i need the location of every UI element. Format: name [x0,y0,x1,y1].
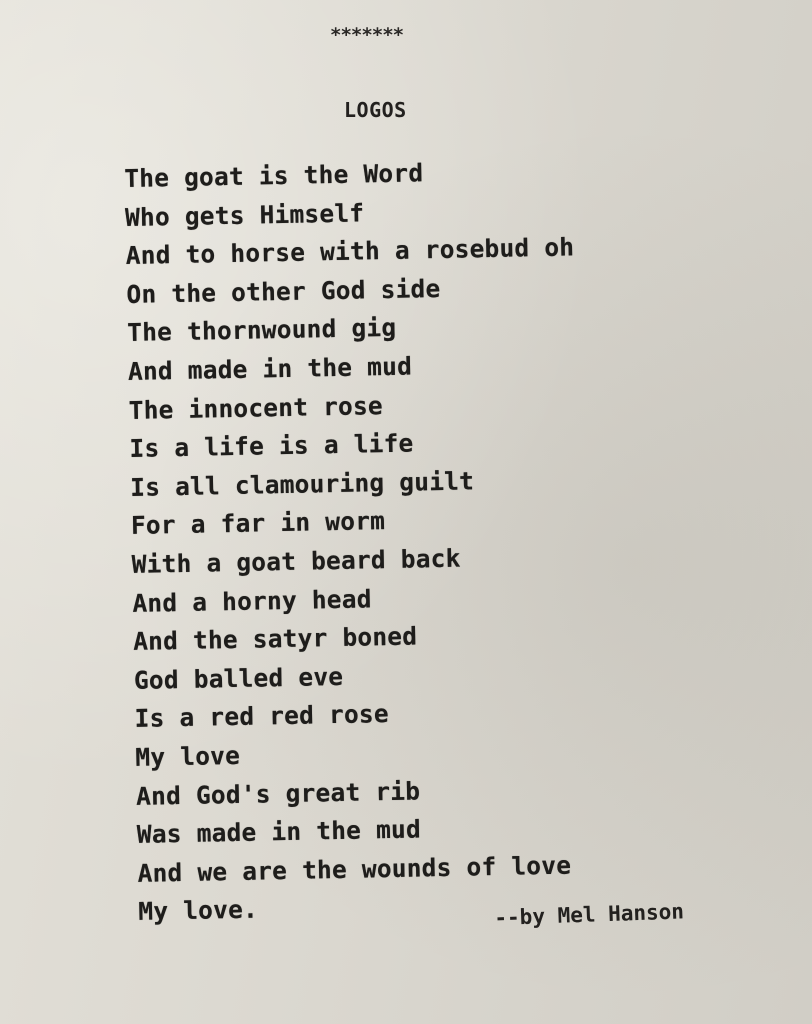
author-signature: --by Mel Hanson [494,899,685,930]
poem-line: Was made in the mud [136,814,422,849]
poem-body [124,152,739,935]
poem-line: And a horny head [132,583,372,618]
asterisk-ornament: ******* [330,24,404,46]
poem-line: With a goat beard back [131,543,461,579]
poem-line: God balled eve [133,661,344,695]
poem-line: Is a life is a life [129,428,414,464]
poem-line: And we are the wounds of love [137,850,572,888]
poem-line: Is a red red rose [134,699,390,734]
poem-line: On the other God side [126,273,441,309]
poem-line: The innocent rose [128,390,384,425]
poem-line: Is all clamouring guilt [129,466,475,502]
poem-title: LOGOS [344,98,407,122]
poem-line: For a far in worm [130,506,386,541]
poem-line: And God's great rib [135,775,421,811]
poem-line: And to horse with a rosebud oh [125,232,575,271]
poem-line: My love. [138,894,259,927]
poem-line: And made in the mud [127,351,413,386]
poem-line: Who gets Himself [124,197,365,232]
poem-line: The goat is the Word [124,158,424,193]
poem-line: My love [135,740,241,772]
poem-line: The thornwound gig [126,313,397,348]
poem-line: And the satyr boned [132,621,418,657]
